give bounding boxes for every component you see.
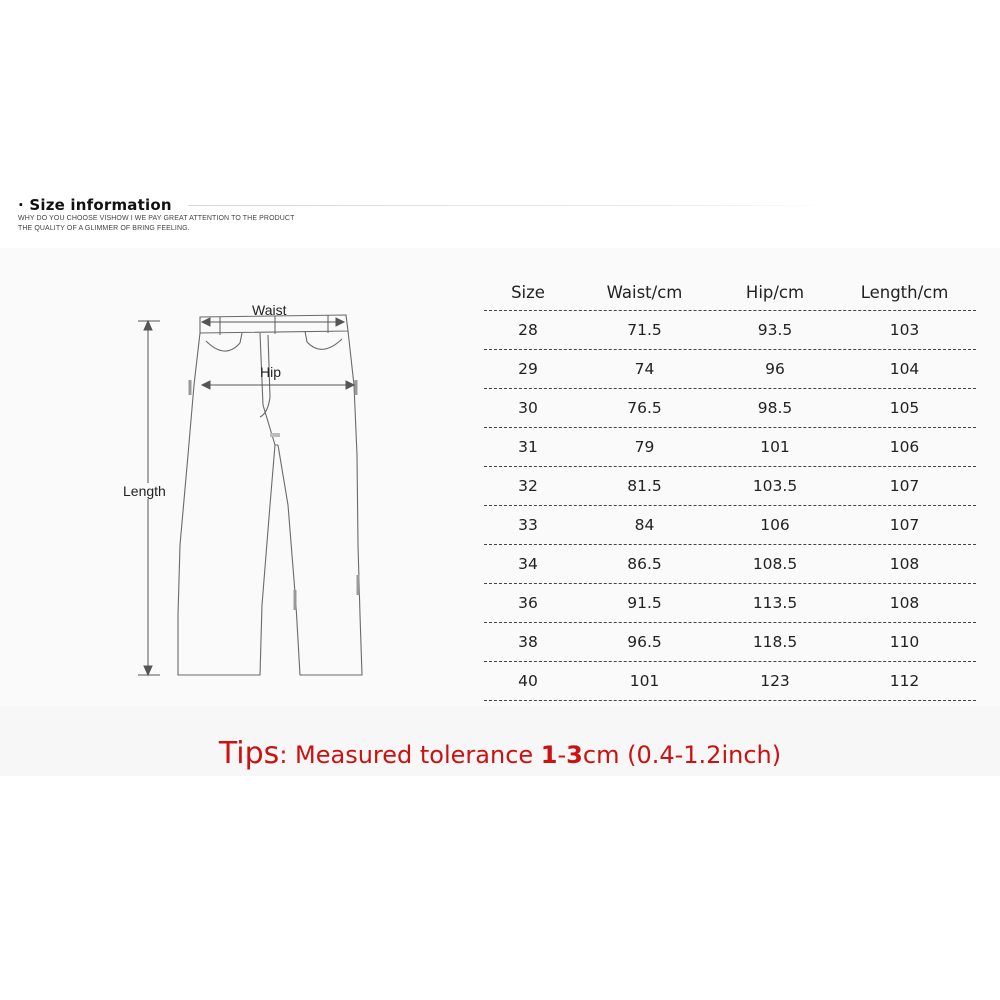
waist-cell: 84 (634, 516, 655, 534)
length-cell: 107 (889, 516, 920, 534)
header-divider (188, 205, 828, 206)
table-row (484, 506, 976, 545)
waist-label: Waist (252, 302, 287, 318)
waist-cell: 86.5 (627, 555, 662, 573)
table-row (484, 545, 976, 584)
size-cell: 38 (518, 633, 538, 651)
pants-diagram (110, 285, 390, 695)
size-info-header (18, 196, 988, 234)
hip-cell: 106 (760, 516, 790, 534)
waist-cell: 71.5 (627, 321, 662, 339)
column-header-size: Size (511, 282, 545, 302)
table-row (484, 428, 976, 467)
tips-text: : Measured tolerance (279, 741, 541, 769)
length-label: Length (123, 483, 166, 499)
tips-dash: - (557, 741, 567, 769)
length-cell: 106 (889, 438, 920, 456)
tips-unit-text: cm (0.4-1.2inch) (582, 741, 782, 769)
length-cell: 104 (889, 360, 920, 378)
subtitle-line-1: WHY DO YOU CHOOSE VISHOW I WE PAY GREAT ATTENTION TO THE PRODUCT (18, 215, 295, 222)
table-row (484, 662, 976, 701)
length-cell: 103 (889, 321, 920, 339)
tips-label: Tips (218, 736, 280, 771)
tips-max: 3 (566, 741, 583, 769)
size-cell: 30 (518, 399, 538, 417)
size-cell: 34 (518, 555, 538, 573)
hip-cell: 98.5 (757, 399, 793, 417)
hip-cell: 108.5 (752, 555, 798, 573)
length-cell: 105 (889, 399, 920, 417)
table-row (484, 584, 976, 623)
size-cell: 31 (518, 438, 538, 456)
waist-cell: 76.5 (627, 399, 662, 417)
table-row (484, 311, 976, 350)
hip-label: Hip (260, 364, 282, 380)
section-title-text: Size information (29, 196, 172, 214)
size-cell: 33 (518, 516, 538, 534)
length-cell: 112 (889, 672, 920, 690)
length-cell: 108 (889, 594, 920, 612)
length-cell: 107 (889, 477, 920, 495)
table-row (484, 350, 976, 389)
length-cell: 110 (889, 633, 920, 651)
hip-cell: 123 (760, 672, 790, 690)
table-header-row (484, 274, 976, 311)
waist-cell: 91.5 (627, 594, 662, 612)
column-header-waist: Waist/cm (606, 282, 683, 302)
subtitle-line-2: THE QUALITY OF A GLIMMER OF BRING FEELING. (18, 225, 190, 232)
bullet: · (18, 196, 24, 214)
table-row (484, 623, 976, 662)
hip-cell: 101 (760, 438, 790, 456)
hip-cell: 93.5 (757, 321, 793, 339)
tips-min: 1 (540, 741, 558, 769)
waist-cell: 74 (634, 360, 655, 378)
column-header-length: Length/cm (860, 282, 949, 302)
column-header-hip: Hip/cm (745, 282, 805, 302)
size-table (484, 274, 976, 701)
waist-cell: 79 (634, 438, 655, 456)
waist-cell: 96.5 (627, 633, 662, 651)
table-row (484, 467, 976, 506)
hip-cell: 113.5 (752, 594, 798, 612)
size-cell: 40 (518, 672, 538, 690)
size-cell: 32 (518, 477, 538, 495)
size-cell: 36 (518, 594, 538, 612)
waist-cell: 81.5 (627, 477, 662, 495)
size-cell: 29 (518, 360, 538, 378)
size-cell: 28 (518, 321, 538, 339)
hip-cell: 103.5 (752, 477, 798, 495)
length-cell: 108 (889, 555, 920, 573)
waist-cell: 101 (629, 672, 660, 690)
hip-cell: 118.5 (752, 633, 798, 651)
table-row (484, 389, 976, 428)
tips-note (0, 736, 1000, 771)
hip-cell: 96 (765, 360, 785, 378)
